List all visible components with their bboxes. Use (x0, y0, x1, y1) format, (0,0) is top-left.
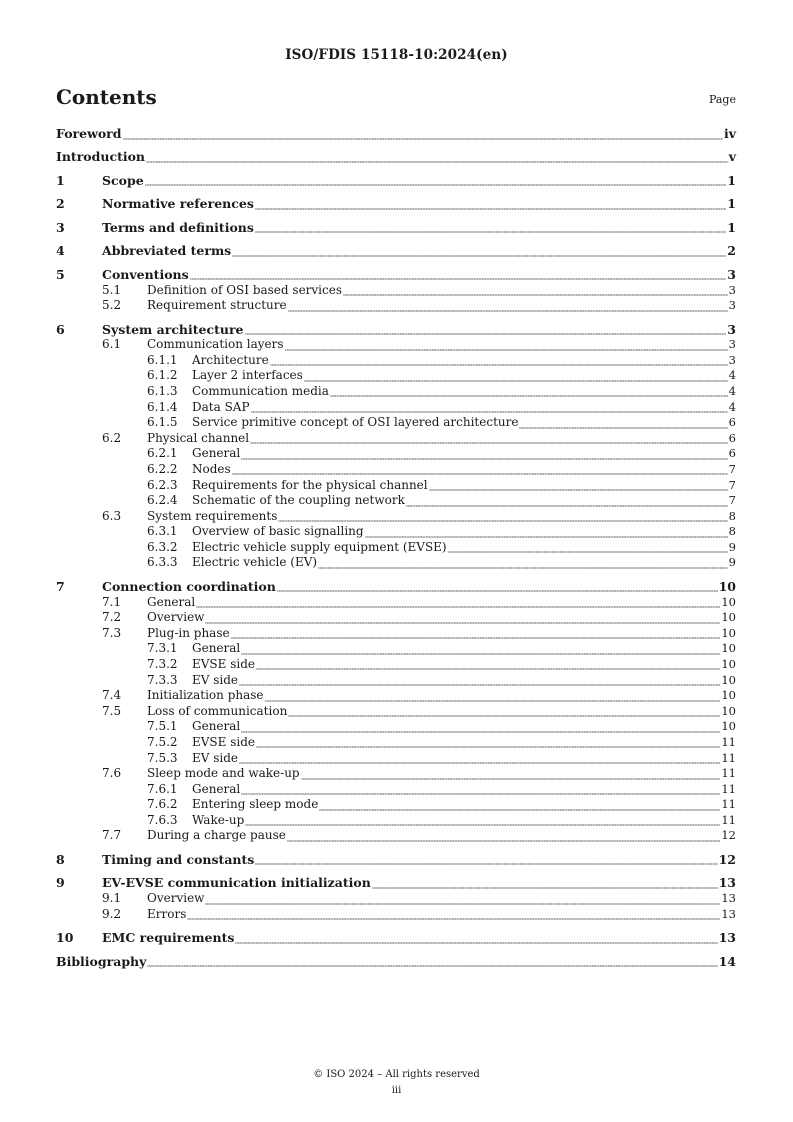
dot-leader (245, 322, 727, 338)
toc-entry[interactable] (56, 267, 736, 283)
toc-entry-page: 9 (728, 555, 736, 570)
dot-leader (245, 813, 720, 829)
toc-entry-number: 7.5 (102, 703, 122, 718)
toc-entry[interactable] (56, 673, 736, 689)
page-column-label: Page (708, 93, 736, 106)
toc-entry-title: General (192, 641, 241, 656)
toc-entry-page: 10 (721, 610, 736, 625)
toc-entry[interactable] (56, 930, 736, 946)
toc-entry-page: 11 (721, 734, 736, 749)
toc-entry-number: 7.6.3 (147, 812, 178, 827)
toc-entry-number: 4 (56, 243, 65, 259)
toc-entry-title: Conventions (102, 266, 189, 282)
toc-entry[interactable] (56, 766, 736, 782)
toc-entry-number: 3 (56, 219, 65, 235)
toc-entry-page: 7 (728, 493, 736, 508)
toc-entry-number: 7.3 (102, 625, 122, 640)
toc-entry-page: 11 (721, 812, 736, 827)
toc-entry-page: 13 (721, 906, 736, 921)
toc-entry[interactable] (56, 322, 736, 338)
dot-leader (318, 555, 728, 571)
dot-leader (196, 595, 720, 611)
toc-entry[interactable] (56, 446, 736, 462)
dot-leader (205, 891, 720, 907)
document-header: ISO/FDIS 15118-10:2024(en) (285, 47, 508, 63)
toc-entry-title: Loss of communication (147, 703, 288, 718)
toc-entry-title: Abbreviated terms (102, 243, 232, 259)
toc-entry-number: 7.2 (102, 610, 122, 625)
toc-entry-title: EV-EVSE communication initialization (102, 875, 371, 891)
toc-entry[interactable] (56, 579, 736, 595)
toc-entry-title: Entering sleep mode (192, 797, 319, 812)
toc-entry[interactable] (56, 719, 736, 735)
toc-entry-number: 6.1.2 (147, 368, 178, 383)
toc-entry-page: 10 (718, 578, 736, 594)
dot-leader (251, 400, 728, 416)
toc-entry[interactable] (56, 688, 736, 704)
toc-entry[interactable] (56, 400, 736, 416)
toc-entry-number: 6.1.3 (147, 383, 178, 398)
dot-leader (255, 196, 726, 212)
toc-entry-number: 6.2.2 (147, 461, 178, 476)
toc-entry-number: 7.6.2 (147, 797, 178, 812)
dot-leader (239, 751, 720, 767)
toc-entry-page: 9 (728, 539, 736, 554)
toc-entry-number: 7.4 (102, 688, 122, 703)
dot-leader (301, 766, 721, 782)
toc-entry-number: 7.6.1 (147, 781, 178, 796)
toc-entry-page: 10 (721, 719, 736, 734)
toc-entry[interactable] (56, 384, 736, 400)
toc-entry-number: 6 (56, 321, 65, 337)
toc-entry[interactable] (56, 751, 736, 767)
toc-entry[interactable] (56, 704, 736, 720)
dot-leader (123, 126, 723, 142)
toc-entry[interactable] (56, 813, 736, 829)
toc-entry[interactable] (56, 782, 736, 798)
dot-leader (187, 907, 720, 923)
toc-entry-number: 7.7 (102, 828, 122, 843)
toc-entry-page: 13 (718, 930, 736, 946)
dot-leader (146, 149, 728, 165)
toc-entry-page: 3 (728, 352, 736, 367)
toc-entry[interactable] (56, 415, 736, 431)
toc-entry-page: 3 (728, 298, 736, 313)
toc-entry-number: 7.1 (102, 594, 122, 609)
toc-entry-page: 10 (721, 688, 736, 703)
dot-leader (205, 610, 720, 626)
toc-entry-title: During a charge pause (147, 828, 286, 843)
toc-entry-page: 10 (721, 594, 736, 609)
toc-entry-page: 6 (728, 446, 736, 461)
toc-entry[interactable] (56, 243, 736, 259)
toc-entry-page: 4 (728, 399, 736, 414)
toc-entry-number: 6.2.1 (147, 446, 178, 461)
toc-entry-title: EV side (192, 672, 239, 687)
toc-entry-title: General (192, 781, 241, 796)
dot-leader (448, 540, 728, 556)
page-title: Contents (56, 85, 157, 109)
toc-entry-page: 6 (728, 415, 736, 430)
toc-entry[interactable] (56, 462, 736, 478)
toc-entry-number: 6.1.1 (147, 352, 178, 367)
dot-leader (250, 431, 728, 447)
toc-entry[interactable] (56, 149, 736, 165)
toc-entry-number: 7.3.3 (147, 672, 178, 687)
dot-leader (241, 719, 720, 735)
toc-entry-number: 9.1 (102, 891, 122, 906)
toc-entry[interactable] (56, 220, 736, 236)
toc-entry-title: Wake-up (192, 812, 245, 827)
copyright-notice: © ISO 2024 – All rights reserved (313, 1069, 480, 1080)
dot-leader (270, 353, 728, 369)
dot-leader (145, 173, 727, 189)
toc-entry[interactable] (56, 797, 736, 813)
toc-entry-title: Connection coordination (102, 578, 276, 594)
dot-leader (241, 446, 727, 462)
toc-entry-title: Communication media (192, 383, 329, 398)
toc-entry-title: System architecture (102, 321, 244, 337)
toc-entry-number: 6.3.3 (147, 555, 178, 570)
dot-leader (232, 462, 728, 478)
toc-entry[interactable] (56, 368, 736, 384)
toc-entry-title: Terms and definitions (102, 219, 254, 235)
toc-entry-number: 6.1.4 (147, 399, 178, 414)
toc-entry[interactable] (56, 126, 736, 142)
table-of-contents (56, 126, 736, 969)
toc-entry-page: 13 (721, 891, 736, 906)
toc-entry-number: 7.5.3 (147, 750, 178, 765)
toc-entry[interactable] (56, 828, 736, 844)
toc-entry-title: Layer 2 interfaces (192, 368, 303, 383)
toc-entry-number: 2 (56, 196, 65, 212)
toc-entry-number: 7.6 (102, 766, 122, 781)
page-footer (0, 1067, 793, 1099)
toc-entry-number: 10 (56, 930, 74, 946)
toc-entry-number: 9 (56, 875, 65, 891)
toc-entry[interactable] (56, 907, 736, 923)
toc-entry-title: Normative references (102, 196, 254, 212)
dot-leader (265, 688, 721, 704)
toc-entry[interactable] (56, 641, 736, 657)
toc-entry-number: 6.1.5 (147, 415, 178, 430)
dot-leader (147, 954, 717, 970)
toc-entry-number: 7.5.2 (147, 734, 178, 749)
toc-entry-title: Electric vehicle (EV) (192, 555, 318, 570)
dot-leader (429, 478, 728, 494)
toc-entry[interactable] (56, 891, 736, 907)
dot-leader (288, 298, 728, 314)
toc-entry-page: 8 (728, 508, 736, 523)
toc-entry[interactable] (56, 626, 736, 642)
toc-entry-page: 12 (721, 828, 736, 843)
page-number: iii (391, 1085, 402, 1096)
toc-entry-title: EVSE side (192, 656, 255, 671)
toc-entry-title: Electric vehicle supply equipment (EVSE) (192, 539, 447, 554)
dot-leader (406, 493, 728, 509)
toc-entry[interactable] (56, 493, 736, 509)
toc-entry[interactable] (56, 431, 736, 447)
toc-entry-title: General (192, 446, 241, 461)
toc-entry-page: 4 (728, 368, 736, 383)
toc-entry[interactable] (56, 540, 736, 556)
toc-entry[interactable] (56, 524, 736, 540)
toc-entry-title: EV side (192, 750, 239, 765)
toc-entry-title: Requirement structure (147, 298, 287, 313)
toc-entry[interactable] (56, 196, 736, 212)
toc-entry-title: Nodes (192, 461, 231, 476)
toc-entry-title: Scope (102, 172, 144, 188)
toc-entry-number: 6.2.4 (147, 493, 178, 508)
toc-entry-page: 11 (721, 797, 736, 812)
dot-leader (256, 657, 720, 673)
toc-entry[interactable] (56, 283, 736, 299)
toc-entry-page: 14 (718, 953, 736, 969)
toc-entry-page: v (728, 149, 736, 165)
toc-entry[interactable] (56, 337, 736, 353)
toc-entry-title: Schematic of the coupling network (192, 493, 405, 508)
dot-leader (365, 524, 728, 540)
dot-leader (343, 283, 728, 299)
dot-leader (288, 704, 720, 720)
dot-leader (239, 673, 720, 689)
toc-entry-title: Overview (147, 610, 205, 625)
dot-leader (232, 243, 726, 259)
toc-entry-title: Plug-in phase (147, 625, 230, 640)
toc-entry-title: Initialization phase (147, 688, 264, 703)
toc-entry-page: 1 (727, 219, 736, 235)
toc-entry-page: 12 (718, 851, 736, 867)
toc-entry-number: 5.1 (102, 282, 122, 297)
toc-entry[interactable] (56, 875, 736, 891)
dot-leader (235, 930, 717, 946)
toc-entry-page: 3 (727, 321, 736, 337)
toc-entry-title: Errors (147, 906, 187, 921)
toc-entry[interactable] (56, 555, 736, 571)
dot-leader (519, 415, 727, 431)
toc-entry-number: 8 (56, 851, 65, 867)
dot-leader (287, 828, 720, 844)
toc-entry-page: 3 (728, 282, 736, 297)
toc-entry-page: 10 (721, 625, 736, 640)
toc-entry-number: 6.1 (102, 337, 122, 352)
toc-entry-page: 7 (728, 477, 736, 492)
toc-entry-page: 10 (721, 641, 736, 656)
toc-entry-number: 6.3.2 (147, 539, 178, 554)
toc-entry-page: 1 (727, 172, 736, 188)
toc-entry-number: 6.2 (102, 430, 122, 445)
toc-entry-number: 7.3.1 (147, 641, 178, 656)
dot-leader (319, 797, 720, 813)
toc-entry-title: Physical channel (147, 430, 250, 445)
toc-entry-page: 10 (721, 656, 736, 671)
toc-entry[interactable] (56, 735, 736, 751)
toc-entry-title: Sleep mode and wake-up (147, 766, 300, 781)
dot-leader (277, 579, 718, 595)
toc-entry-page: 8 (728, 524, 736, 539)
toc-entry-number: 7 (56, 578, 65, 594)
toc-entry-number: 6.3 (102, 508, 122, 523)
toc-entry-page: 10 (721, 672, 736, 687)
toc-entry[interactable] (56, 509, 736, 525)
toc-entry-title: EVSE side (192, 734, 255, 749)
toc-entry-title: Definition of OSI based services (147, 282, 342, 297)
toc-entry-number: 5.2 (102, 298, 122, 313)
dot-leader (190, 267, 727, 283)
toc-entry-number: 7.3.2 (147, 656, 178, 671)
dot-leader (255, 852, 717, 868)
toc-entry-title: EMC requirements (102, 930, 235, 946)
toc-entry-title: System requirements (147, 508, 278, 523)
dot-leader (241, 641, 720, 657)
toc-entry-page: iv (723, 126, 736, 141)
dot-leader (231, 626, 721, 642)
toc-entry-number: 9.2 (102, 906, 122, 921)
toc-entry-number: 7.5.1 (147, 719, 178, 734)
toc-entry-page: 1 (727, 196, 736, 212)
toc-entry-title: Foreword (56, 126, 122, 141)
toc-entry-page: 10 (721, 703, 736, 718)
toc-entry-title: Service primitive concept of OSI layered architecture (192, 415, 519, 430)
toc-entry-title: General (192, 719, 241, 734)
toc-entry[interactable] (56, 173, 736, 189)
dot-leader (330, 384, 728, 400)
toc-entry-page: 3 (727, 266, 736, 282)
toc-entry-page: 3 (728, 337, 736, 352)
toc-entry-number: 1 (56, 172, 65, 188)
dot-leader (304, 368, 728, 384)
dot-leader (372, 875, 718, 891)
toc-entry-number: 5 (56, 266, 65, 282)
dot-leader (255, 220, 726, 236)
toc-entry-title: Communication layers (147, 337, 284, 352)
toc-entry-title: Overview (147, 891, 205, 906)
toc-entry-page: 6 (728, 430, 736, 445)
toc-entry-title: Data SAP (192, 399, 250, 414)
toc-entry-title: Timing and constants (102, 851, 255, 867)
toc-entry-page: 11 (721, 781, 736, 796)
toc-entry-title: Introduction (56, 149, 146, 165)
toc-entry-title: Architecture (192, 352, 269, 367)
toc-entry-page: 4 (728, 383, 736, 398)
toc-entry-page: 2 (727, 243, 736, 259)
toc-entry-page: 7 (728, 461, 736, 476)
toc-entry-page: 13 (718, 875, 736, 891)
toc-entry-number: 6.3.1 (147, 524, 178, 539)
dot-leader (285, 337, 728, 353)
toc-entry-title: General (147, 594, 196, 609)
toc-entry-page: 11 (721, 766, 736, 781)
toc-entry-title: Bibliography (56, 953, 147, 969)
toc-entry[interactable] (56, 298, 736, 314)
toc-entry[interactable] (56, 954, 736, 970)
toc-entry[interactable] (56, 610, 736, 626)
toc-entry[interactable] (56, 852, 736, 868)
dot-leader (241, 782, 720, 798)
toc-entry[interactable] (56, 657, 736, 673)
toc-entry-title: Requirements for the physical channel (192, 477, 428, 492)
dot-leader (256, 735, 720, 751)
toc-entry-number: 6.2.3 (147, 477, 178, 492)
toc-entry[interactable] (56, 353, 736, 369)
toc-entry-page: 11 (721, 750, 736, 765)
dot-leader (278, 509, 727, 525)
toc-entry[interactable] (56, 595, 736, 611)
toc-entry-title: Overview of basic signalling (192, 524, 364, 539)
toc-entry[interactable] (56, 478, 736, 494)
